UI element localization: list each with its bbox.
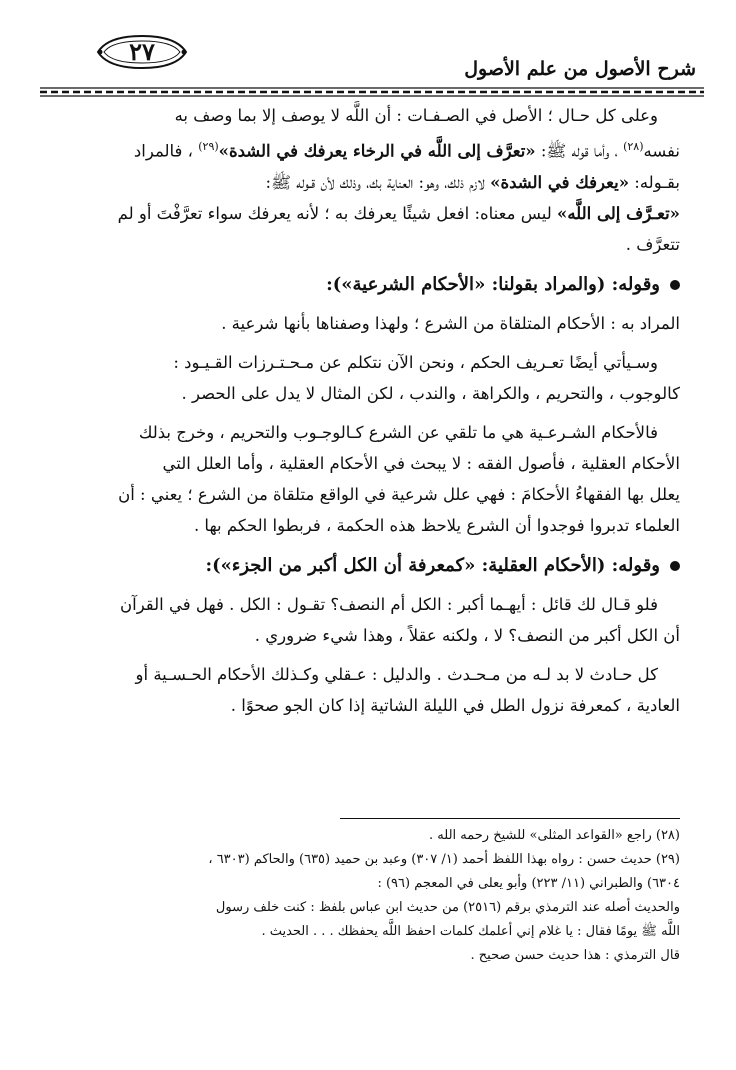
footnote-29: (٢٩) حديث حسن : رواه بهذا اللفظ أحمد (١/ ٣٠٧) وعبد بن حميد (٦٣٥) والحاكم (٦٣٠٣ ، [208,852,680,867]
hadith-quote: «يعرفك في الشدة» [490,172,630,192]
header-divider [40,86,704,98]
text-line: العلماء تدبروا فوجدوا أن الشرع يلاحظ هذه الحكمة ، فربطوا الحكم بها . [193,515,680,535]
text-line: المراد به : الأحكام المتلقاة من الشرع ؛ ولهذا وصفناها بأنها شرعية . [221,313,680,333]
paragraph-rational-proof [62,659,680,721]
text-line: وسـيأتي أيضًا تعـريف الحكم ، ونحن الآن نتكلم عن مـحـتـرزات القـيـود : [173,352,658,372]
text-line: ليس معناه: افعل شيئًا يعرفك به ؛ لأنه يعرفك سواء تعرَّفْتَ أو لم [117,203,557,223]
hadith-quote: «تعـرَّف إلى اللَّه» [557,203,680,223]
footnote-separator [340,818,680,819]
page-number: ٢٧ [129,37,155,66]
text-line: يعلل بها الفقهاءُ الأحكامَ : فهي علل شرعية في الواقع متلقاة من الشرع ؛ يعني : أن [118,484,680,504]
section-heading [62,268,680,302]
text-line: فلو قـال لك قائل : أيهـما أكبر : الكل أم النصف؟ تقـول : الكل . فهل في القرآن [120,594,658,614]
text-line: الأحكام العقلية ، فأصول الفقه : لا يبحث في الأحكام العقلية ، وأما العلل التي [162,453,680,473]
page-header [40,28,704,88]
paragraph-examples [62,347,680,409]
text-line: أن الكل أكبر من النصف؟ لا ، ولكنه عقلاً ، وهذا شيء ضروري . [254,625,680,645]
heading-text: وقوله: (والمراد بقولنا: «الأحكام الشرعية»): [326,273,660,295]
paragraph-sharia-rulings [62,417,680,541]
text-line: لازم ذلك، وهو: العناية بك، وذلك لأن قـوله ﷺ: [265,172,491,192]
section-heading [62,549,680,583]
footnote-29-cont: والحديث أصله عند الترمذي برقم (٢٥١٦) من حديث ابن عباس بلفظ : كنت خلف رسول [215,900,680,915]
bullet-icon [670,561,680,571]
page-number-badge [94,34,190,70]
main-text [62,100,680,729]
text-line: بقـوله: [629,172,680,192]
text-line: كل حـادث لا بد لـه من مـحـدث . والدليل : عـقلي وكـذلك الأحكام الحـسـية أو [135,664,658,684]
paragraph-attributes [62,100,680,260]
text-line: نفسه [643,141,680,161]
footnote-ref: (٢٩) [198,140,219,153]
text-line: تتعرَّف . [625,234,680,254]
text-line: ، وأما قوله ﷺ: [535,141,624,161]
footnotes [62,824,680,968]
heading-text: وقوله: (الأحكام العقلية: «كمعرفة أن الكل أكبر من الجزء»): [205,554,660,576]
footnote-29-cont: ٦٣٠٤) والطبراني (١١/ ٢٢٣) وأبو يعلى في المعجم (٩٦) : [377,876,680,891]
footnote-29-cont: اللَّه ﷺ يومًا فقال : يا غلام إني أعلمك كلمات احفظ اللَّه يحفظك . . . الحديث . [261,924,680,939]
text-line: ، فالمراد [133,141,199,161]
text-line: كالوجوب ، والتحريم ، والكراهة ، والندب ، لكن المثال لا يدل على الحصر . [181,383,680,403]
bullet-icon [670,280,680,290]
footnote-29-cont: قال الترمذي : هذا حديث حسن صحيح . [470,948,680,963]
footnote-ref: (٢٨) [623,140,644,153]
text-line: فالأحكام الشـرعـية هي ما تلقي عن الشرع كـالوجـوب والتحريم ، وخرج بذلك [138,422,658,442]
text-line: وعلى كل حـال ؛ الأصل في الصـفـات : أن اللَّه لا يوصف إلا بما وصف به [174,106,658,125]
paragraph-definition [62,308,680,339]
footnote-28: (٢٨) راجع «القواعد المثلى» للشيخ رحمه الله . [429,828,680,843]
hadith-quote: «تعرَّف إلى اللَّه في الرخاء يعرفك في الشدة» [218,141,536,161]
paragraph-whole-part [62,589,680,651]
running-header-title: شرح الأصول من علم الأصول [464,58,696,80]
text-line: العادية ، كمعرفة نزول الطل في الليلة الشاتية إذا كان الجو صحوًا . [230,695,680,715]
